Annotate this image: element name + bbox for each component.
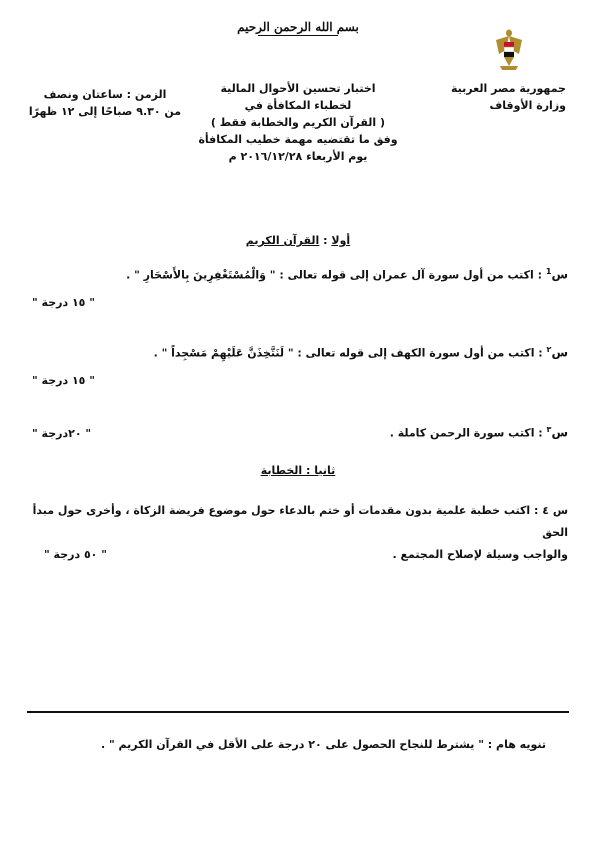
exam-time-block bbox=[20, 86, 190, 120]
question-text: : اكتب سورة الرحمن كاملة . bbox=[389, 426, 543, 440]
exam-date: يوم الأربعاء ٢٠١٦/١٢/٢٨ م bbox=[228, 150, 368, 163]
egypt-eagle-emblem-icon bbox=[494, 28, 524, 72]
exam-title-block bbox=[198, 80, 398, 165]
question-4 bbox=[28, 500, 568, 566]
section-prefix: أولا bbox=[331, 234, 351, 247]
question-grade: " ٢٠درجة " bbox=[32, 427, 92, 440]
basmala-flourish bbox=[258, 35, 338, 37]
section-title-quran: أولا : القرآن الكريم bbox=[245, 234, 351, 247]
question-2 bbox=[154, 345, 568, 360]
question-label: س bbox=[551, 267, 568, 282]
question-grade: " ١٥ درجة " bbox=[32, 374, 95, 387]
exam-duration: الزمن : ساعتان ونصف bbox=[43, 88, 167, 101]
question-label: س bbox=[551, 345, 568, 360]
question-number: ٢ bbox=[546, 345, 552, 354]
exam-title-line: ( القرآن الكريم والخطابة فقط ) bbox=[210, 116, 386, 129]
important-note: تنويه هام : " يشترط للنجاح الحصول على ٢٠ درجة على الأقل في القرآن الكريم " . bbox=[100, 738, 546, 751]
exam-title-line: وفق ما تقتضيه مهمة خطيب المكافأة bbox=[198, 133, 398, 146]
section-title-text: القرآن الكريم bbox=[245, 234, 320, 247]
question-3 bbox=[390, 425, 568, 440]
question-label: س ٤ : bbox=[534, 504, 568, 517]
exam-time-range: من ٩.٣٠ صباحًا إلى ١٢ ظهرًا bbox=[28, 105, 182, 118]
country-name: جمهورية مصر العربية bbox=[451, 82, 566, 95]
question-text: : اكتب من أول سورة آل عمران إلى قوله تعالى : " وَالْمُسْتَغْفِرِينَ بِالأَسْحَارِ " . bbox=[126, 268, 543, 282]
section-title-oratory bbox=[0, 464, 596, 477]
question-text: والواجب وسيلة لإصلاح المجتمع . bbox=[392, 548, 568, 561]
question-1 bbox=[126, 267, 568, 282]
exam-title-line: اختبار تحسين الأحوال المالية bbox=[220, 82, 376, 95]
question-label: س bbox=[551, 425, 568, 440]
question-grade: " ١٥ درجة " bbox=[32, 296, 95, 309]
question-text: اكتب خطبة علمية بدون مقدمات أو ختم بالدعاء حول موضوع فريضة الزكاة ، وأخرى حول مبدأ الحق bbox=[32, 504, 568, 539]
question-4-line1 bbox=[28, 500, 568, 544]
ministry-header bbox=[451, 80, 566, 114]
divider-line bbox=[27, 711, 569, 713]
question-number: 1 bbox=[545, 267, 552, 276]
basmala-text: بسم الله الرحمن الرحيم bbox=[237, 20, 359, 34]
exam-title-line: لخطباء المكافأة في bbox=[244, 99, 352, 112]
question-4-line2 bbox=[28, 544, 568, 566]
question-grade: " ٥٠ درجة " bbox=[44, 548, 107, 561]
question-number: ٣ bbox=[546, 425, 552, 434]
ministry-name: وزارة الأوقاف bbox=[489, 99, 566, 112]
question-text: : اكتب من أول سورة الكهف إلى قوله تعالى : " لَنَتَّخِذَنَّ عَلَيْهِمْ مَسْجِداً " . bbox=[153, 346, 543, 360]
section-title-text: ثانيا : الخطابة bbox=[260, 464, 336, 477]
